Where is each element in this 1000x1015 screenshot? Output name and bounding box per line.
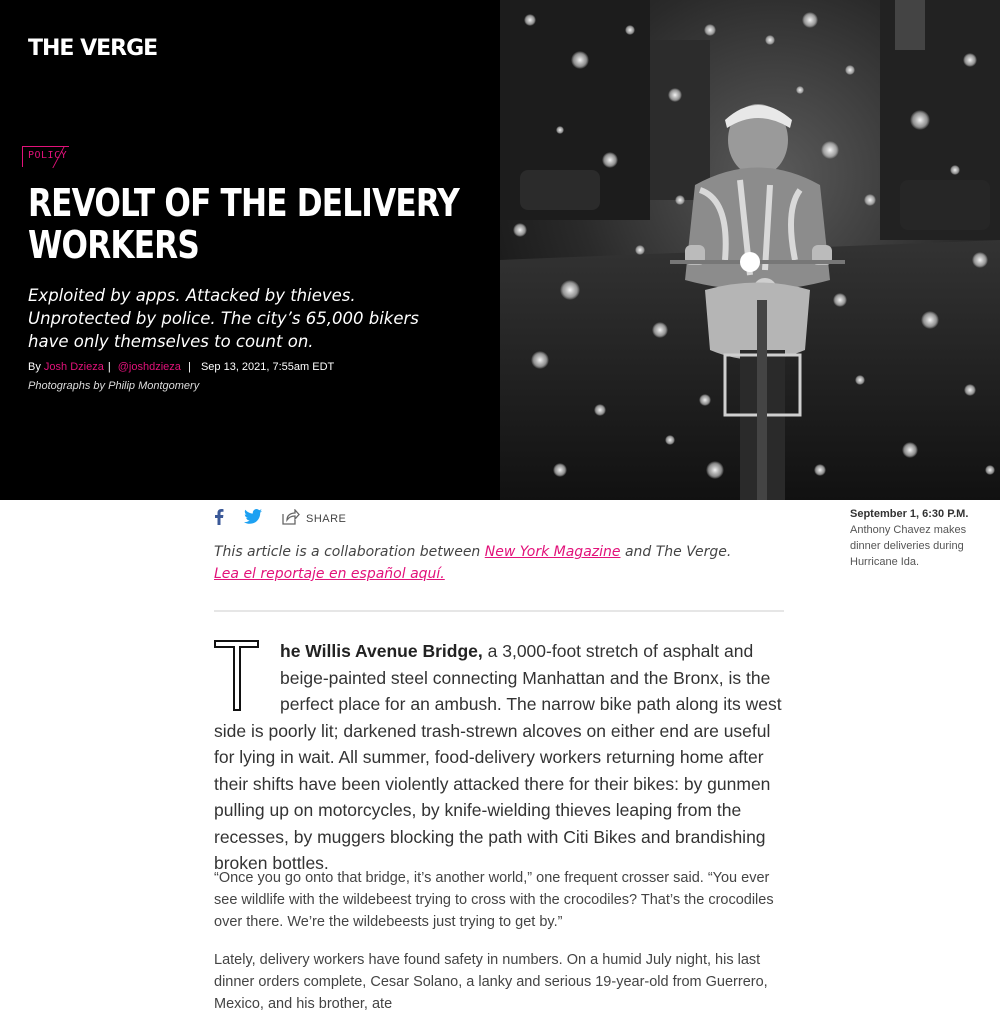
spanish-version-link[interactable]: Lea el reportaje en español aquí. (214, 566, 445, 582)
collab-suffix: and The Verge. (620, 544, 732, 560)
hero-panel (0, 0, 500, 500)
cyclist-in-rain-image (500, 0, 1000, 500)
share-bar (214, 510, 346, 528)
divider (214, 610, 784, 612)
share-label[interactable]: SHARE (306, 513, 347, 525)
verge-logo[interactable]: THE VERGE (28, 36, 158, 61)
caption-title: September 1, 6:30 P.M. (850, 508, 969, 520)
hero-photo (500, 0, 1000, 500)
paragraph-1-text: a 3,000-foot stretch of asphalt and beige-painted steel connecting Manhattan and the Bronx, is the perfect place for an ambush. The narrow bike path along its west side is poorly lit; darkened trash-strewn alcoves on either end are useful for lying in wait. All summer, food-delivery workers returning home after their shifts have been violently attacked there for their bikes: by gunmen pulling up on motorcycles, by knife-wielding thieves leaping from the recesses, by muggers blocking the path with Citi Bikes and brandishing broken bottles. (214, 641, 782, 873)
author-link[interactable]: Josh Dzieza (43, 361, 104, 373)
byline: By Josh Dzieza | @joshdzieza | Sep 13, 2021, 7:55am EDT (28, 361, 335, 373)
caption-text: Anthony Chavez makes dinner deliveries during Hurricane Ida. (850, 524, 967, 568)
category-label[interactable]: POLICY (28, 150, 68, 161)
collab-prefix: This article is a collaboration between (214, 544, 485, 560)
facebook-icon[interactable] (214, 509, 224, 530)
collaboration-note (214, 541, 784, 585)
body-paragraph-2: “Once you go onto that bridge, it’s another world,” one frequent crosser said. “You ever see wildlife with the wildebeest trying to cross with the crocodiles? That’s the crocodiles over there. We’re the wildebeests just trying to get by.” (214, 870, 774, 930)
nymag-link[interactable]: New York Magazine (484, 544, 621, 560)
author-handle-link[interactable]: @joshdzieza (117, 361, 181, 373)
body-paragraph-1 (214, 638, 784, 877)
paragraph-lead: he Willis Avenue Bridge, (280, 641, 483, 661)
share-icon[interactable] (282, 509, 300, 530)
body-paragraph-3: Lately, delivery workers have found safety in numbers. On a humid July night, his last dinner orders complete, Cesar Solano, a lanky and serious 19-year-old from Guerrero, Mexico, and his brother, ate (214, 952, 768, 1012)
article-dek: Exploited by apps. Attacked by thieves. Unprotected by police. The city’s 65,000 bikers have only themselves to count on. (28, 286, 419, 351)
byline-prefix: By (28, 361, 41, 373)
publish-date: Sep 13, 2021, 7:55am EDT (200, 361, 335, 373)
page-title: REVOLT OF THE DELIVERY WORKERS (28, 181, 460, 267)
photo-caption (850, 506, 990, 570)
photo-credit: Photographs by Philip Montgomery (28, 380, 200, 392)
twitter-icon[interactable] (244, 509, 262, 529)
